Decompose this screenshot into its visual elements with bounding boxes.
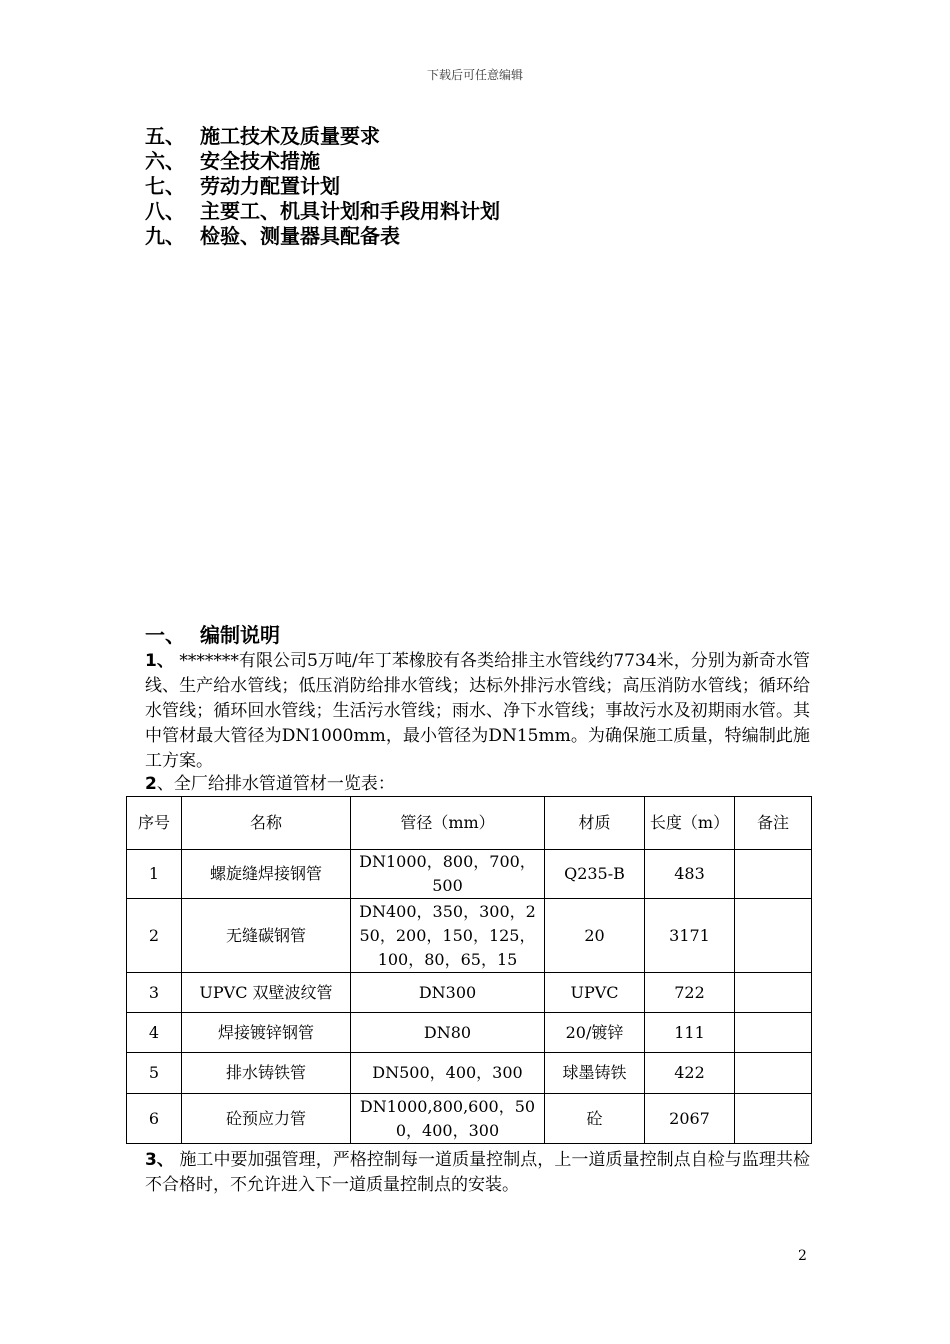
cell-diameter: DN1000，800，700，500 [351, 850, 545, 899]
cell-name: UPVC 双壁波纹管 [182, 973, 351, 1013]
header-material: 材质 [545, 797, 645, 850]
cell-material: 砼 [545, 1094, 645, 1144]
cell-length: 722 [645, 973, 735, 1013]
cell-material: 20/镀锌 [545, 1013, 645, 1053]
cell-remark [735, 1013, 812, 1053]
header-remark: 备注 [735, 797, 812, 850]
cell-index: 4 [127, 1013, 182, 1053]
cell-remark [735, 973, 812, 1013]
toc-item [145, 199, 500, 224]
table-row [127, 850, 812, 899]
table-row [127, 1013, 812, 1053]
cell-remark [735, 850, 812, 899]
paragraph-3 [145, 1148, 810, 1198]
section-heading [145, 622, 280, 648]
cell-length: 3171 [645, 899, 735, 973]
paragraph-number: 2 [145, 774, 157, 794]
cell-index: 5 [127, 1053, 182, 1094]
toc-item-number: 九、 [145, 224, 185, 248]
toc-item-number: 六、 [145, 149, 185, 173]
cell-diameter: DN1000,800,600，500，400，300 [351, 1094, 545, 1144]
toc-item [145, 224, 500, 249]
paragraph-number: 3、 [145, 1150, 174, 1170]
cell-length: 2067 [645, 1094, 735, 1144]
header-length: 长度（m） [645, 797, 735, 850]
header-diameter: 管径（mm） [351, 797, 545, 850]
cell-remark [735, 899, 812, 973]
toc-item-text: 安全技术措施 [200, 149, 320, 173]
paragraph-text: *******有限公司5万吨/年丁苯橡胶有各类给排主水管线约7734米，分别为新奇水管线、生产给水管线；低压消防给排水管线；达标外排污水管线；高压消防水管线；循环给水管线；循环回水管线；生活污水管线；雨水、净下水管线；事故污水及初期雨水管。其中管材最大管径为DN1000mm，最小管径为DN15mm。为确保施工质量，特编制此施工方案。 [145, 651, 810, 771]
table-row [127, 899, 812, 973]
toc-item [145, 174, 500, 199]
toc-list [145, 124, 500, 249]
section-number: 一、 [145, 623, 185, 647]
paragraph-1 [145, 649, 810, 774]
pipe-material-table [126, 796, 812, 1144]
page-header: 下载后可任意编辑 [426, 68, 523, 82]
cell-index: 3 [127, 973, 182, 1013]
cell-name: 螺旋缝焊接钢管 [182, 850, 351, 899]
cell-length: 422 [645, 1053, 735, 1094]
cell-material: 球墨铸铁 [545, 1053, 645, 1094]
cell-remark [735, 1053, 812, 1094]
paragraph-text: 、全厂给排水管道管材一览表： [156, 774, 395, 794]
cell-diameter: DN400，350，300，250，200，150，125，100，80，65，15 [351, 899, 545, 973]
table-row [127, 1094, 812, 1144]
cell-index: 1 [127, 850, 182, 899]
cell-diameter: DN80 [351, 1013, 545, 1053]
cell-material: UPVC [545, 973, 645, 1013]
cell-length: 483 [645, 850, 735, 899]
paragraph-2 [145, 772, 810, 797]
toc-item-text: 检验、测量器具配备表 [200, 224, 400, 248]
cell-index: 6 [127, 1094, 182, 1144]
section-title: 编制说明 [200, 623, 280, 647]
cell-index: 2 [127, 899, 182, 973]
table-row [127, 973, 812, 1013]
cell-diameter: DN300 [351, 973, 545, 1013]
paragraph-number: 1、 [145, 651, 174, 671]
cell-material: Q235-B [545, 850, 645, 899]
toc-item [145, 149, 500, 174]
cell-length: 111 [645, 1013, 735, 1053]
cell-name: 焊接镀锌钢管 [182, 1013, 351, 1053]
cell-remark [735, 1094, 812, 1144]
cell-diameter: DN500，400，300 [351, 1053, 545, 1094]
header-name: 名称 [182, 797, 351, 850]
toc-item-text: 主要工、机具计划和手段用料计划 [200, 199, 500, 223]
cell-material: 20 [545, 899, 645, 973]
cell-name: 无缝碳钢管 [182, 899, 351, 973]
toc-item-number: 五、 [145, 124, 185, 148]
table-header-row [127, 797, 812, 850]
cell-name: 砼预应力管 [182, 1094, 351, 1144]
toc-item [145, 124, 500, 149]
header-index: 序号 [127, 797, 182, 850]
toc-item-number: 七、 [145, 174, 185, 198]
toc-item-text: 施工技术及质量要求 [200, 124, 380, 148]
cell-name: 排水铸铁管 [182, 1053, 351, 1094]
page-number: 2 [798, 1248, 807, 1264]
paragraph-text: 施工中要加强管理，严格控制每一道质量控制点，上一道质量控制点自检与监理共检不合格时，不允许进入下一道质量控制点的安装。 [145, 1150, 810, 1195]
toc-item-text: 劳动力配置计划 [200, 174, 340, 198]
table-row [127, 1053, 812, 1094]
toc-item-number: 八、 [145, 199, 185, 223]
